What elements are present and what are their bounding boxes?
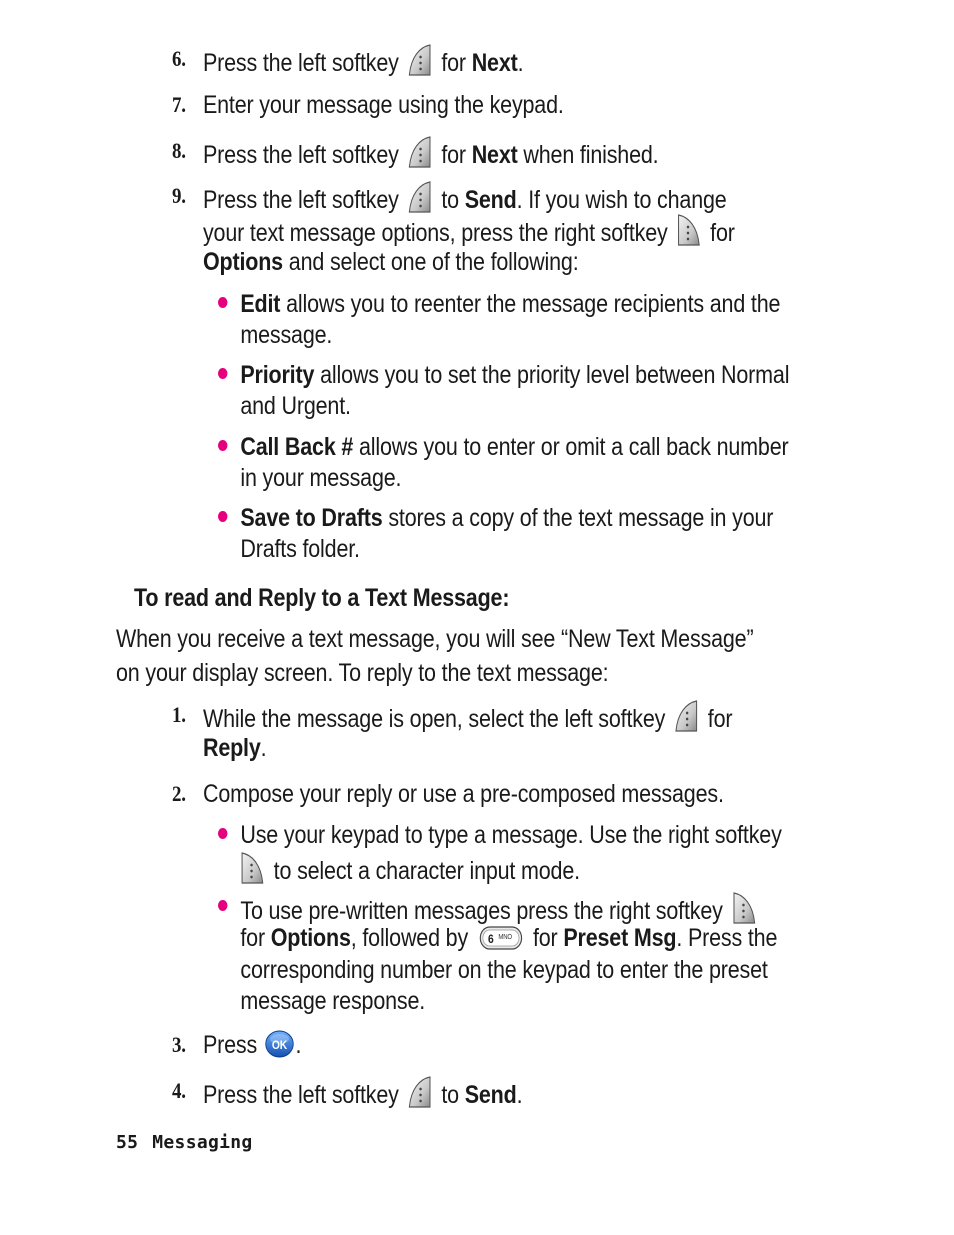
step-number: 9.: [172, 183, 186, 208]
bullet-text: Use your keypad to type a message. Use the right softkey: [240, 821, 782, 849]
paragraph-line: on your display screen. To reply to the text message:: [116, 659, 609, 687]
step-text: your text message options, press the right softkey: [202, 219, 668, 247]
bullet-text: To use pre-written messages press the right softkey: [240, 897, 723, 925]
bullet-keyword: Call Back #: [240, 433, 354, 461]
step-text: for: [710, 219, 735, 247]
bullet-dot: [218, 440, 227, 451]
step-text: Press the left softkey: [202, 186, 399, 214]
step-text: for: [707, 705, 733, 733]
step-number: 6.: [172, 46, 186, 71]
bullet-dot: [218, 368, 227, 379]
bullet-keyword: Options: [270, 924, 351, 952]
bullet-text: and Urgent.: [240, 392, 351, 420]
right-softkey-icon: [677, 213, 701, 247]
step-text: to: [441, 1081, 459, 1109]
step-text: Press: [202, 1031, 258, 1059]
bullet-text: . Press the: [676, 924, 778, 952]
bullet-dot: [218, 828, 227, 839]
step-keyword: Reply: [202, 734, 261, 762]
left-softkey-icon: [408, 43, 432, 77]
ok-key-icon: [265, 1030, 294, 1058]
step-number: 2.: [172, 781, 186, 806]
step-text: While the message is open, select the left softkey: [202, 705, 666, 733]
right-softkey-icon: [240, 851, 264, 885]
step-text: Press the left softkey: [202, 1081, 399, 1109]
bullet-text: for: [240, 924, 265, 952]
left-softkey-icon: [674, 699, 698, 733]
section-heading: To read and Reply to a Text Message:: [134, 584, 510, 612]
step-text: Press the left softkey: [202, 49, 399, 77]
left-softkey-icon: [408, 180, 432, 214]
bullet-dot: [218, 900, 227, 911]
step-text: Press the left softkey: [202, 141, 399, 169]
bullet-text: allows you to reenter the message recipients and the: [286, 290, 781, 318]
right-softkey-icon: [732, 891, 756, 925]
step-text: and select one of the following:: [288, 248, 579, 276]
bullet-keyword: Preset Msg: [563, 924, 677, 952]
bullet-text: , followed by: [350, 924, 469, 952]
step-text: for: [441, 141, 466, 169]
step-text: .: [516, 1081, 523, 1109]
step-text: when finished.: [523, 141, 659, 169]
bullet-text: allows you to enter or omit a call back number: [359, 433, 789, 461]
bullet-text: for: [532, 924, 558, 952]
bullet-text: to select a character input mode.: [273, 857, 580, 885]
step-keyword: Next: [471, 141, 518, 169]
section-name: Messaging: [152, 1132, 253, 1153]
step-keyword: Next: [471, 49, 518, 77]
bullet-dot: [218, 511, 227, 522]
six-mno-key-icon: [479, 925, 522, 951]
six-key-label: 6: [487, 933, 494, 947]
six-key-letters: MNO: [497, 933, 512, 942]
bullet-keyword: Edit: [240, 290, 281, 318]
bullet-text: in your message.: [240, 464, 402, 492]
bullet-text: allows you to set the priority level between Normal: [320, 361, 790, 389]
step-text: . If you wish to change: [516, 186, 727, 214]
step-text: for: [441, 49, 466, 77]
step-number: 1.: [172, 702, 186, 727]
bullet-text: Drafts folder.: [240, 535, 360, 563]
bullet-keyword: Priority: [240, 361, 315, 389]
ok-key-label: OK: [271, 1039, 287, 1053]
bullet-text: corresponding number on the keypad to enter the preset: [240, 956, 768, 984]
step-text: .: [517, 49, 524, 77]
step-keyword: Options: [202, 248, 283, 276]
step-number: 8.: [172, 138, 186, 163]
page-footer: [116, 1132, 267, 1153]
bullet-keyword: Save to Drafts: [240, 504, 383, 532]
step-text: to: [441, 186, 459, 214]
step-number: 7.: [172, 92, 186, 117]
bullet-text: stores a copy of the text message in your: [388, 504, 774, 532]
step-text: Enter your message using the keypad.: [202, 91, 564, 119]
left-softkey-icon: [408, 1075, 432, 1109]
paragraph-line: When you receive a text message, you will see “New Text Message”: [116, 625, 754, 653]
step-text: .: [260, 734, 267, 762]
step-number: 3.: [172, 1032, 186, 1057]
step-number: 4.: [172, 1078, 186, 1103]
intro-paragraph: [116, 622, 753, 690]
left-softkey-icon: [408, 135, 432, 169]
step-text: Compose your reply or use a pre-composed messages.: [202, 780, 724, 808]
step-text: .: [295, 1031, 302, 1059]
bullet-dot: [218, 297, 227, 308]
step-keyword: Send: [464, 186, 517, 214]
bullet-text: message response.: [240, 987, 426, 1015]
step-keyword: Send: [464, 1081, 517, 1109]
bullet-text: message.: [240, 321, 333, 349]
page-number: 55: [116, 1132, 139, 1153]
